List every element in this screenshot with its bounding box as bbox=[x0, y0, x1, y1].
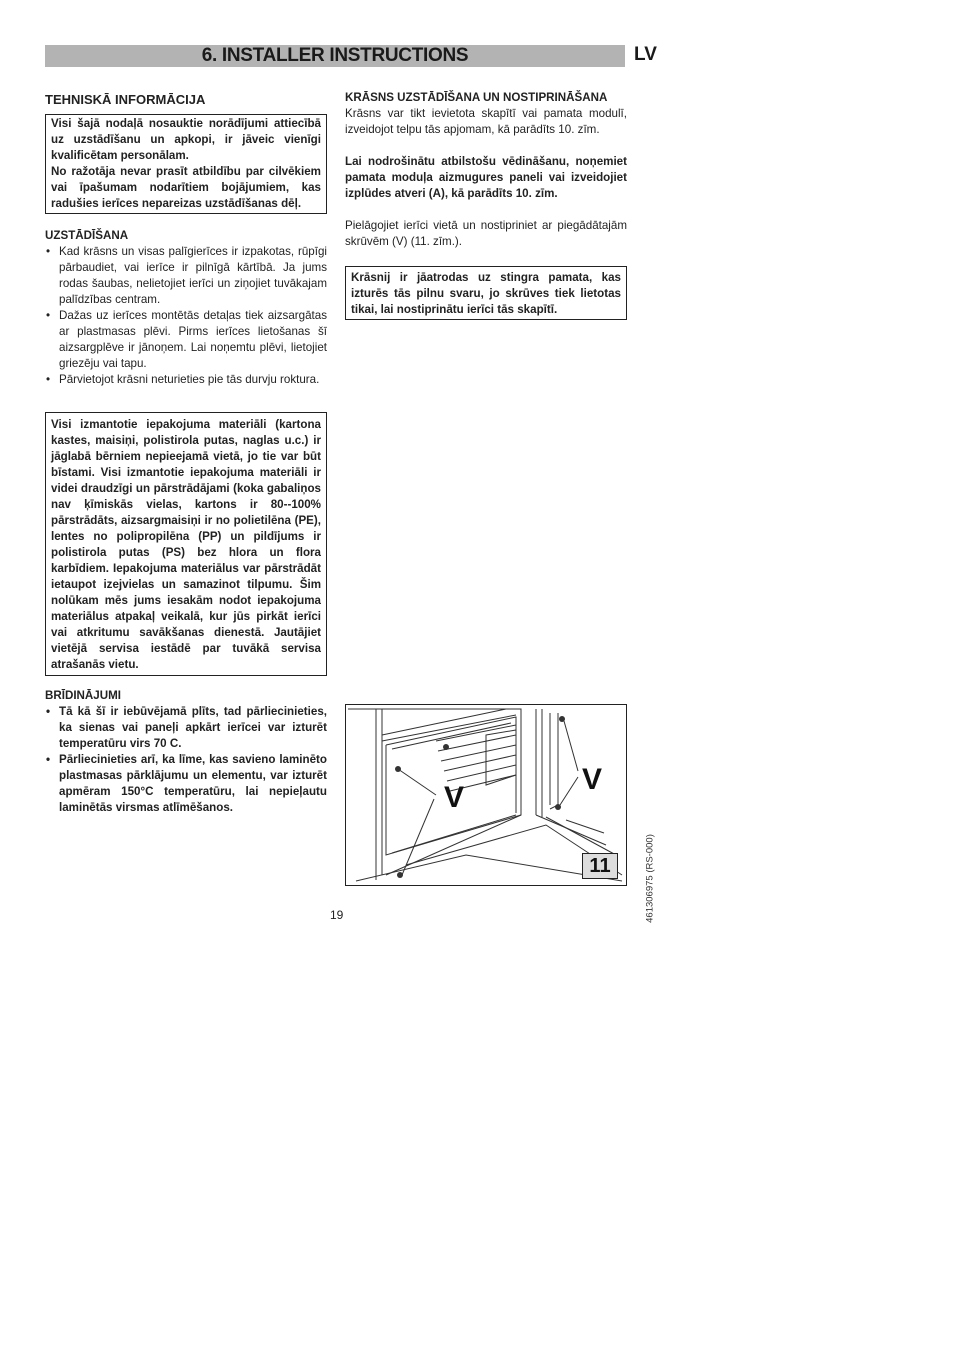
figure-11-oven-mounting bbox=[345, 704, 627, 886]
mount-para-1: Krāsns var tikt ievietota skapītī vai pamata modulī, izveidojot telpu tās apjomam, kā parādīts 10. zīm. bbox=[345, 107, 627, 136]
tech-info-heading: TEHNISKĀ INFORMĀCIJA bbox=[45, 92, 206, 107]
section-title: 6. INSTALLER INSTRUCTIONS bbox=[201, 45, 469, 66]
language-code: LV bbox=[634, 44, 657, 65]
section-header-bar bbox=[45, 45, 625, 67]
screw-label-right: V bbox=[582, 763, 603, 796]
list-item: • Pārvietojot krāsni neturieties pie tās durvju roktura. bbox=[45, 372, 327, 388]
document-code: 461306975 (RS-000) bbox=[644, 834, 656, 923]
page-number: 19 bbox=[330, 908, 344, 922]
list-item: • Kad krāsns un visas palīgierīces ir izpakotas, rūpīgi pārbaudiet, vai ierīce ir pilnīgā kārtībā. Ja jums rodas šaubas, nelietojiet ierīci un ziņojiet tuvākajam palīdzības centram. bbox=[45, 244, 327, 308]
mount-para-3: Pielāgojiet ierīci vietā un nostipriniet ar piegādātajām skrūvēm (V) (11. zīm.). bbox=[345, 219, 627, 248]
screw-label-left: V bbox=[444, 781, 465, 814]
packaging-text: Visi izmantotie iepakojuma materiāli (kartona kastes, maisiņi, polistirola putas, naglas u.c.) ir jāglabā bērniem nepieejamā vietā, jo tie var būt bīstami. Visi izmantotie iepakojuma materiāli ir videi draudzīgi un pārstrādājami (koka gabaliņos nav ķīmiskās vielas, kartons ir 80--100% pārstrādāts, aizsargmaisiņi ir no polietilēna (PE), lentes no polipropilēna (PP) un pildījums ir polistirola putas (PS) bez hlora un flora karbīdiem. Iepakojuma materiālus var pārstrādāt ietaupot izejvielas un samazinot tilpumu. Šim nolūkam mēs jums iesakām nodot iepakojuma materiālus atpakaļ veikalā, kur jūs pirkāt ierīci vai atkritumu savākšanas dienestā. Jautājiet vietējā servisa iestādē par tuvākā servisa atrašanās vietu. bbox=[51, 418, 321, 671]
mount-heading: KRĀSNS UZSTĀDĪŠANA UN NOSTIPRINĀŠANA bbox=[345, 91, 608, 104]
warnings-heading: BRĪDINĀJUMI bbox=[45, 689, 122, 702]
right-column bbox=[345, 90, 627, 320]
list-item: • Dažas uz ierīces montētās detaļas tiek aizsargātas ar plastmasas plēvi. Pirms ierīces lietošanas šī aizsargplēve ir jānoņem. Lai noņemtu plēvi, lietojiet griezēju vai tapu. bbox=[45, 308, 327, 372]
list-item: • Pārliecinieties arī, ka līme, kas savieno laminēto plastmasas pārklājumu un elementu, var izturēt apmēram 150°C temperatūru, lai nepieļautu laminētās virsmas atlīmēšanos. bbox=[45, 752, 327, 816]
install-list bbox=[45, 244, 327, 388]
tech-info-para-1: Visi šajā nodaļā nosauktie norādījumi attiecībā uz uzstādīšanu un apkopi, ir jāveic vienīgi kvalificētam personālam. bbox=[51, 117, 321, 162]
figure-number: 11 bbox=[582, 853, 618, 879]
mount-box bbox=[345, 266, 627, 320]
mount-box-text: Krāsnij ir jāatrodas uz stingra pamata, kas izturēs tās pilnu svaru, jo skrūves tiek lietotas tikai, lai nostiprinātu ierīci tās skapītī. bbox=[351, 271, 621, 316]
mount-para-2: Lai nodrošinātu atbilstošu vēdināšanu, noņemiet pamata moduļa aizmugures paneli vai izveidojiet izplūdes atveri (A), kā parādīts 10. zīm. bbox=[345, 155, 627, 200]
left-column bbox=[45, 90, 327, 816]
tech-info-box bbox=[45, 114, 327, 214]
packaging-box bbox=[45, 412, 327, 676]
warnings-list bbox=[45, 704, 327, 816]
tech-info-para-2: No ražotāja nevar prasīt atbildību par cilvēkiem vai īpašumam nodarītiem bojājumiem, kas radušies ierīces nepareizas uzstādīšanas dēļ. bbox=[51, 165, 321, 210]
list-item: • Tā kā šī ir iebūvējamā plīts, tad pārliecinieties, ka sienas vai paneļi apkārt ierīcei var izturēt temperatūru virs 70 C. bbox=[45, 704, 327, 752]
install-heading: UZSTĀDĪŠANA bbox=[45, 229, 129, 242]
